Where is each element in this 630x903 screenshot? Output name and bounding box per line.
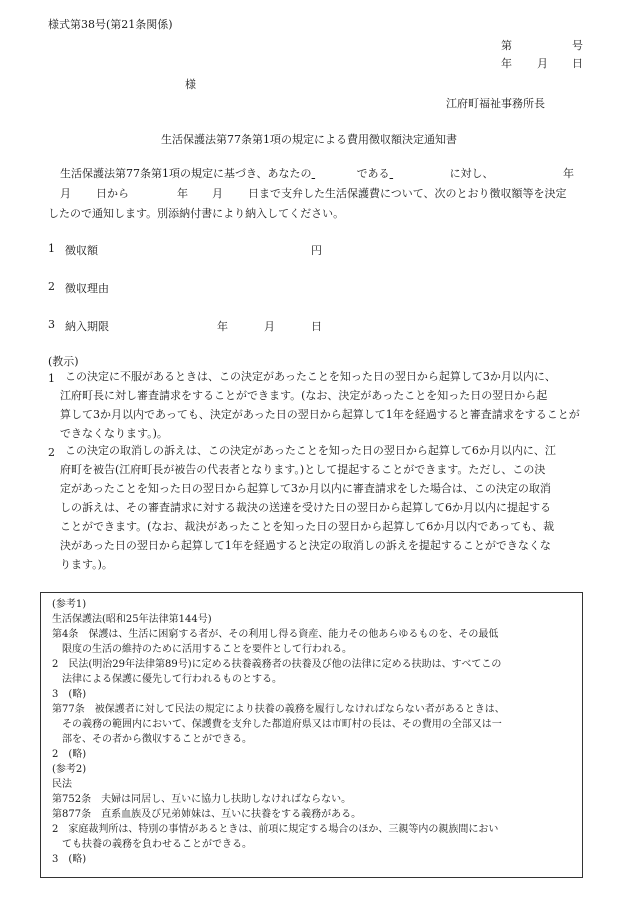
reference-line: その義務の範囲内において、保護費を支弁した都道府県又は市町村の長は、その費用の全部又は一 <box>52 719 502 730</box>
instruction-line: ります。)。 <box>60 558 113 571</box>
reference-line: (参考2) <box>52 764 87 775</box>
instruction-number: 2 <box>48 446 55 459</box>
deadline-day: 日 <box>311 320 322 333</box>
instruction-heading: (教示) <box>48 355 79 368</box>
instruction-line: できなくなります。)。 <box>60 427 168 440</box>
reference-line: ても扶養の義務を負わせることができる。 <box>52 839 252 850</box>
instruction-line: この決定の取消しの訴えは、この決定があったことを知った日の翌日から起算して6か月以内に、江 <box>65 444 556 457</box>
collection-reason-label: 徴収理由 <box>65 282 109 295</box>
instruction-line: この決定に不服があるときは、この決定があったことを知った日の翌日から起算して3か月以内に、 <box>65 370 556 383</box>
instruction-line: 算して3か月以内であっても、決定があった日の翌日から起算して1年を経過すると審査請求をすることが <box>60 408 580 421</box>
body-from-day: 日から <box>96 187 129 200</box>
reference-line: 2 家庭裁判所は、特別の事情があるときは、前項に規定する場合のほか、三親等内の親族間におい <box>52 824 499 835</box>
instruction-number: 1 <box>48 372 55 385</box>
payment-deadline-label: 納入期限 <box>65 320 109 333</box>
instruction-line: ことができます。(なお、裁決があったことを知った日の翌日から起算して6か月以内であっても、裁 <box>60 520 555 533</box>
body-text: に対し、 <box>449 167 494 180</box>
reference-line: 第877条 直系血族及び兄弟姉妹は、互いに扶養をする義務がある。 <box>52 809 362 820</box>
reference-line: 生活保護法(昭和25年法律第144号) <box>52 614 212 625</box>
body-year: 年 <box>563 167 574 180</box>
body-line-1 <box>60 165 494 181</box>
instruction-2 <box>60 441 556 574</box>
reference-line: 3 (略) <box>52 854 87 865</box>
ref-no-prefix: 第 <box>501 39 512 52</box>
instruction-line: 府町を被告(江府町長が被告の代表者となります。)として提起することができます。ただし、この決 <box>60 463 546 476</box>
reference-line: 部を、その者から徴収することができる。 <box>52 734 252 745</box>
body-month: 月 <box>60 187 71 200</box>
date-month: 月 <box>537 57 548 70</box>
reference-line: 法律による保護に優先して行われるものとする。 <box>52 674 282 685</box>
blank-name <box>390 167 450 180</box>
body-text: 日まで支弁した生活保護費について、次のとおり徴収額等を決定 <box>248 187 567 200</box>
ref-no-suffix: 号 <box>572 39 583 52</box>
deadline-year: 年 <box>217 320 228 333</box>
item-number: 2 <box>48 280 55 293</box>
body-year-2: 年 <box>177 187 188 200</box>
form-number: 様式第38号(第21条関係) <box>48 18 173 31</box>
yen-unit: 円 <box>311 244 322 257</box>
body-month-2: 月 <box>212 187 223 200</box>
item-number: 3 <box>48 318 55 331</box>
body-text: 生活保護法第77条第1項の規定に基づき、あなたの <box>60 167 312 180</box>
instruction-line: 江府町長に対し審査請求をすることができます。(なお、決定があったことを知った日の翌日から起 <box>60 389 548 402</box>
deadline-month: 月 <box>264 320 275 333</box>
reference-line: 第752条 夫婦は同居し、互いに協力し扶助しなければならない。 <box>52 794 352 805</box>
date-year: 年 <box>501 57 512 70</box>
reference-line: (参考1) <box>52 599 87 610</box>
reference-line: 3 (略) <box>52 689 87 700</box>
reference-line: 2 民法(明治29年法律第89号)に定める扶養義務者の扶養及び他の法律に定める扶助は、すべてこの <box>52 659 502 670</box>
reference-line: 第4条 保護は、生活に困窮する者が、その利用し得る資産、能力その他あらゆるものを、その最低 <box>52 629 499 640</box>
reference-line: 限度の生活の維持のために活用することを要件として行われる。 <box>52 644 352 655</box>
body-text: である <box>356 167 390 180</box>
blank-relation <box>312 167 357 180</box>
item-number: 1 <box>48 242 55 255</box>
recipient-suffix: 様 <box>185 78 196 91</box>
reference-line: 第77条 被保護者に対して民法の規定により扶養の義務を履行しなければならない者があるときは、 <box>52 704 505 715</box>
instruction-line: しの訴えは、その審査請求に対する裁決の送達を受けた日の翌日から起算して6か月以内に提起する <box>60 501 551 514</box>
issuer: 江府町福祉事務所長 <box>446 97 545 110</box>
date-day: 日 <box>572 57 583 70</box>
instruction-line: 定があったことを知った日の翌日から起算して3か月以内に審査請求をした場合は、この決定の取消 <box>60 482 551 495</box>
collection-amount-label: 徴収額 <box>65 244 98 257</box>
reference-line: 民法 <box>52 779 72 790</box>
body-text: したので通知します。別添納付書により納入してください。 <box>48 207 345 220</box>
instruction-line: 決があった日の翌日から起算して1年を経過すると決定の取消しの訴えを提起することができなくな <box>60 539 551 552</box>
instruction-1 <box>60 367 580 443</box>
document-title: 生活保護法第77条第1項の規定による費用徴収額決定通知書 <box>161 133 457 146</box>
reference-line: 2 (略) <box>52 749 87 760</box>
